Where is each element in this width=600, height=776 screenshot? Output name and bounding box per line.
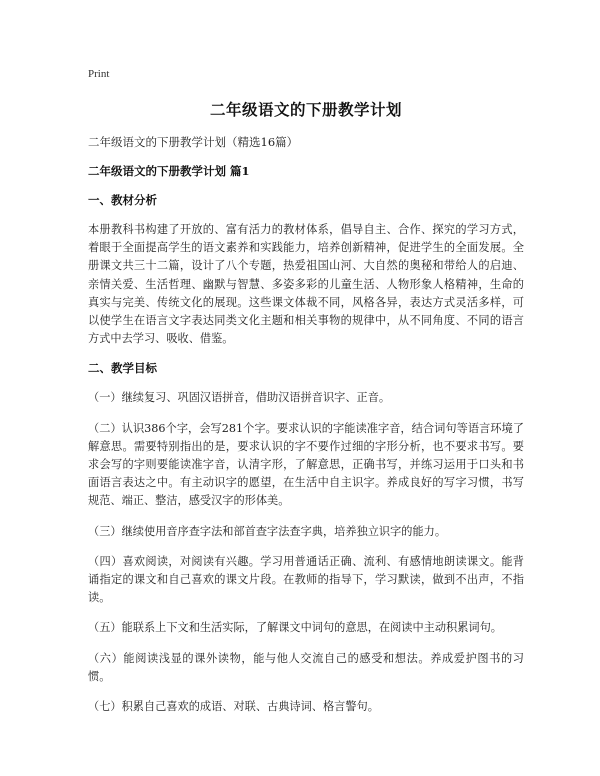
textbook-analysis-paragraph: 本册教科书构建了开放的、富有活力的教材体系，倡导自主、合作、探究的学习方式，着眼于全面提高学生的语文素养和实践能力，培养创新精神，促进学生的全面发展。全册课文共三十二篇，设计了八个专题，热爱祖国山河、大自然的奥秘和带给人的启迪、亲情关爱、生活哲理、幽默与智慧、多姿多彩的儿童生活、人物形象人格精神，生命的真实与完美、传统文化的展现。这些课文体裁不同，风格各异，表达方式灵活多样，可以使学生在语言文字表达同类文化主题和相关事物的规律中，从不同角度、不同的语言方式中去学习、吸收、借鉴。 — [88, 223, 524, 346]
article-heading: 二年级语文的下册教学计划 篇1 — [88, 164, 250, 178]
teaching-goal-item: （五）能联系上下文和生活实际，了解课文中词句的意思，在阅读中主动积累词句。 — [88, 621, 502, 635]
teaching-goal-item: （六）能阅读浅显的课外读物，能与他人交流自己的感受和想法。养成爱护图书的习惯。 — [88, 651, 524, 683]
teaching-goal-item: （七）积累自己喜欢的成语、对联、古典诗词、格言警句。 — [88, 700, 379, 714]
teaching-goal-item: （一）继续复习、巩固汉语拼音，借助汉语拼音识字、正音。 — [88, 391, 391, 405]
document-title: 二年级语文的下册教学计划 — [209, 100, 402, 119]
document-subtitle: 二年级语文的下册教学计划（精选16篇） — [88, 135, 299, 149]
teaching-goal-item: （三）继续使用音序查字法和部首查字法查字典，培养独立识字的能力。 — [88, 524, 447, 538]
section-heading-teaching-goals: 二、教学目标 — [88, 361, 157, 376]
teaching-goal-item: （二）认识386个字，会写281个字。要求认识的字能读准字音，结合词句等语言环境了解意思。需要特别指出的是，要求认识的字不要作过细的字形分析，也不要求书写。要求会写的字则要能读准字音，认清字形，了解意思，正确书写，并练习运用于口头和书面语言表达之中。有主动识字的愿望，在生活中自主识字。养成良好的写字习惯，书写规范、端正、整洁，感受汉字的形体美。 — [88, 421, 524, 508]
teaching-goal-item: （四）喜欢阅读，对阅读有兴趣。学习用普通话正确、流利、有感情地朗读课文。能背诵指定的课文和自己喜欢的课文片段。在教师的指导下，学习默读，做到不出声，不指读。 — [88, 554, 524, 605]
print-label[interactable]: Print — [88, 68, 110, 80]
section-heading-textbook-analysis: 一、教材分析 — [88, 193, 157, 207]
document-page — [88, 68, 524, 728]
